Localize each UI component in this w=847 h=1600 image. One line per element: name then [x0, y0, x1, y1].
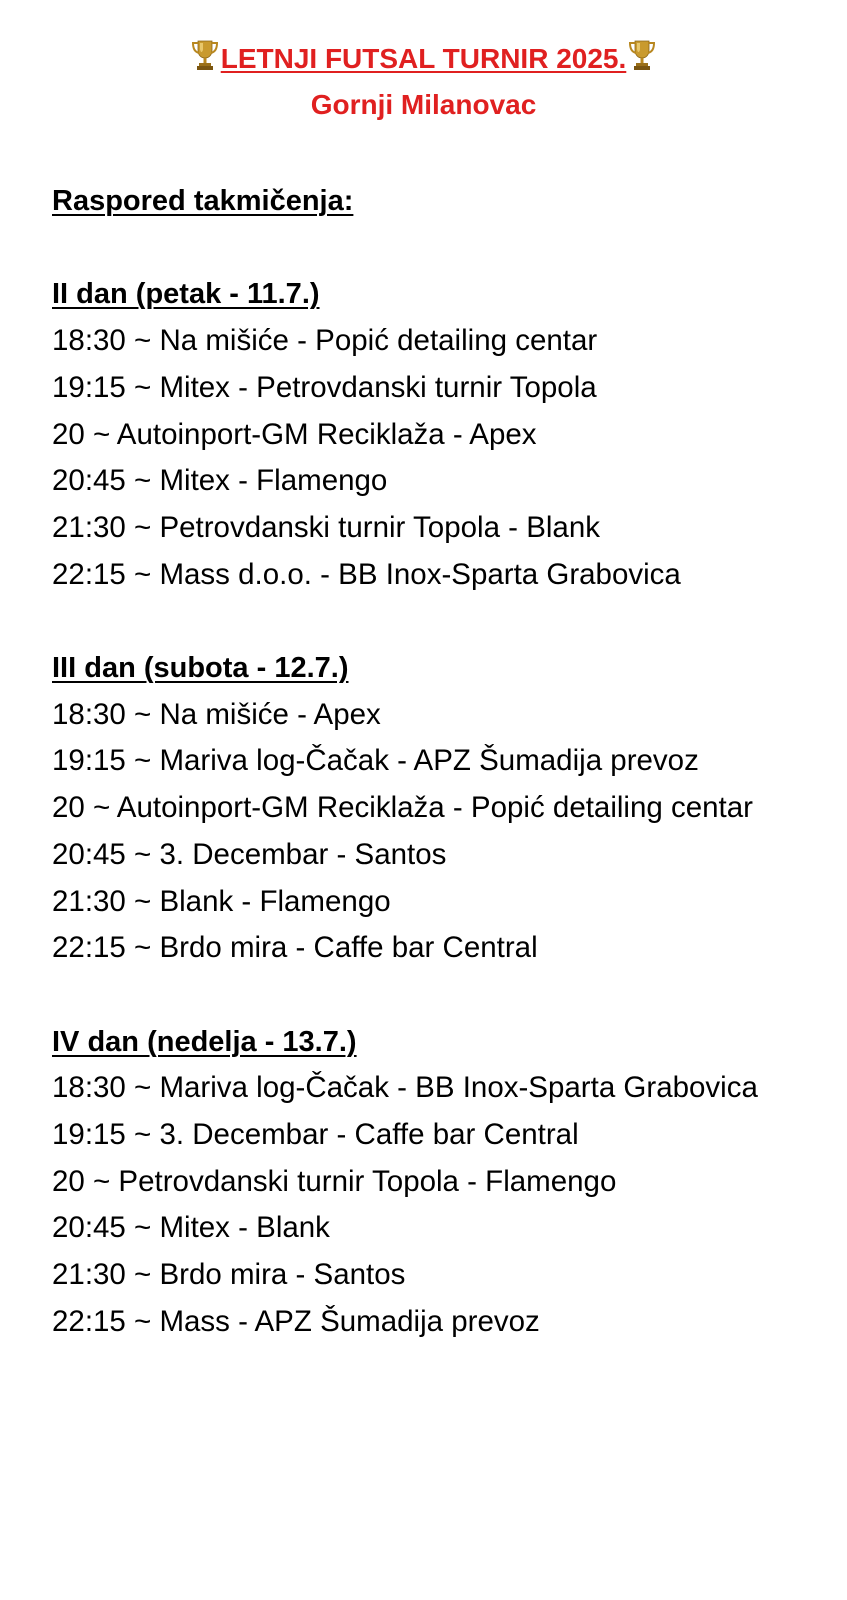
match-line: 20 ~ Autoinport-GM Reciklaža - Popić detailing centar	[52, 791, 753, 825]
tournament-title: LETNJI FUTSAL TURNIR 2025.	[220, 43, 627, 74]
title-block	[0, 36, 847, 128]
match-line: 19:15 ~ Mariva log-Čačak - APZ Šumadija prevoz	[52, 744, 699, 778]
day-heading: II dan (petak - 11.7.)	[52, 278, 320, 311]
match-line: 19:15 ~ Mitex - Petrovdanski turnir Topola	[52, 370, 597, 404]
trophy-icon	[189, 38, 221, 72]
match-line: 21:30 ~ Petrovdanski turnir Topola - Blank	[52, 510, 600, 544]
match-line: 20 ~ Autoinport-GM Reciklaža - Apex	[52, 417, 537, 451]
trophy-icon	[626, 38, 658, 72]
match-line: 20:45 ~ 3. Decembar - Santos	[52, 837, 447, 871]
spacer	[52, 972, 822, 1019]
day-heading: IV dan (nedelja - 13.7.)	[52, 1025, 357, 1058]
tournament-location: Gornji Milanovac	[310, 89, 537, 120]
day-section	[52, 645, 822, 972]
day-heading: III dan (subota - 12.7.)	[52, 652, 349, 684]
spacer	[52, 225, 822, 272]
match-line: 18:30 ~ Mariva log-Čačak - BB Inox-Sparta Grabovica	[52, 1071, 758, 1105]
match-line: 21:30 ~ Brdo mira - Santos	[52, 1258, 406, 1292]
match-line: 18:30 ~ Na mišiće - Apex	[52, 697, 381, 731]
match-line: 22:15 ~ Brdo mira - Caffe bar Central	[52, 931, 538, 965]
match-line: 20 ~ Petrovdanski turnir Topola - Flamengo	[52, 1164, 617, 1198]
schedule-heading: Raspored takmičenja:	[52, 185, 354, 217]
schedule-content	[52, 178, 822, 1346]
spacer	[52, 598, 822, 645]
match-line: 22:15 ~ Mass - APZ Šumadija prevoz	[52, 1304, 540, 1338]
match-line: 21:30 ~ Blank - Flamengo	[52, 884, 391, 918]
title-line	[0, 36, 847, 82]
day-section	[52, 1019, 822, 1346]
match-line: 22:15 ~ Mass d.o.o. - BB Inox-Sparta Grabovica	[52, 557, 681, 591]
day-section	[52, 271, 822, 598]
match-line: 20:45 ~ Mitex - Flamengo	[52, 464, 388, 498]
match-line: 18:30 ~ Na mišiće - Popić detailing centar	[52, 324, 598, 358]
match-line: 19:15 ~ 3. Decembar - Caffe bar Central	[52, 1118, 579, 1152]
match-line: 20:45 ~ Mitex - Blank	[52, 1211, 330, 1245]
